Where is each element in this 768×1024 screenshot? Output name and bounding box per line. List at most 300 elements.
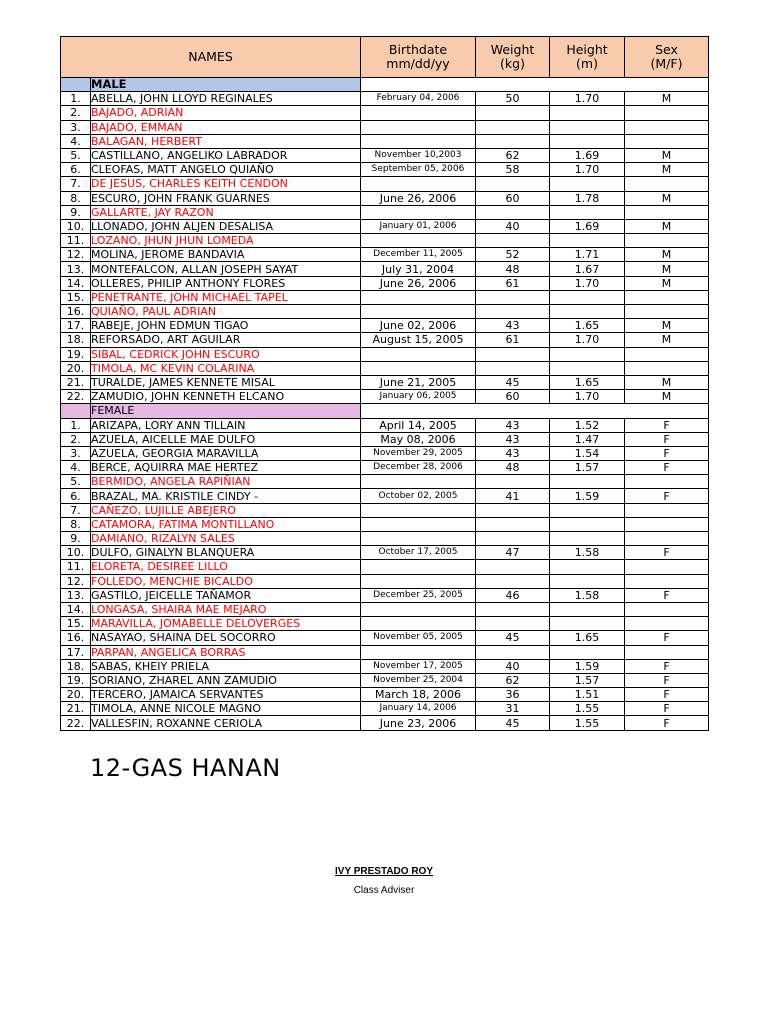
section-spacer: [61, 78, 91, 92]
height-cell: [550, 574, 625, 588]
weight-cell: 46: [476, 588, 550, 602]
weight-cell: [476, 517, 550, 531]
birthdate-cell: June 26, 2006: [361, 191, 476, 205]
student-name: AZUELA, AICELLE MAE DULFO: [91, 432, 361, 446]
height-cell: [550, 645, 625, 659]
sex-cell: F: [625, 631, 709, 645]
birthdate-cell: [361, 177, 476, 191]
student-name: RABEJE, JOHN EDMUN TIGAO: [91, 319, 361, 333]
height-cell: 1.71: [550, 248, 625, 262]
weight-cell: [476, 120, 550, 134]
student-name: CATAMORA, FATIMA MONTILLANO: [91, 517, 361, 531]
row-number: 2.: [61, 432, 91, 446]
student-name: LLONADO, JOHN ALJEN DESALISA: [91, 219, 361, 233]
student-name: ESCURO, JOHN FRANK GUARNES: [91, 191, 361, 205]
weight-cell: 45: [476, 631, 550, 645]
section-spacer: [61, 404, 91, 418]
row-number: 14.: [61, 602, 91, 616]
row-number: 13.: [61, 588, 91, 602]
weight-cell: 52: [476, 248, 550, 262]
student-name: TERCERO, JAMAICA SERVANTES: [91, 688, 361, 702]
header-weight-line1: Weight: [490, 42, 535, 57]
table-row: [61, 290, 709, 304]
row-number: 8.: [61, 517, 91, 531]
height-cell: 1.70: [550, 163, 625, 177]
height-cell: 1.69: [550, 219, 625, 233]
table-row: [61, 134, 709, 148]
sex-cell: [625, 532, 709, 546]
height-cell: [550, 475, 625, 489]
height-cell: [550, 517, 625, 531]
row-number: 3.: [61, 120, 91, 134]
table-row: [61, 588, 709, 602]
table-row: [61, 248, 709, 262]
weight-cell: 50: [476, 92, 550, 106]
sex-cell: F: [625, 446, 709, 460]
height-cell: 1.65: [550, 375, 625, 389]
sex-cell: M: [625, 92, 709, 106]
header-height-line2: (m): [576, 56, 598, 71]
header-birthdate: [361, 37, 476, 78]
sex-cell: F: [625, 702, 709, 716]
row-number: 3.: [61, 446, 91, 460]
row-number: 10.: [61, 546, 91, 560]
row-number: 7.: [61, 177, 91, 191]
table-row: [61, 546, 709, 560]
sex-cell: [625, 134, 709, 148]
sex-cell: M: [625, 375, 709, 389]
student-name: DULFO, GINALYN BLANQUERA: [91, 546, 361, 560]
height-cell: 1.57: [550, 461, 625, 475]
header-sex-line2: (M/F): [650, 56, 683, 71]
student-name: SABAS, KHEIY PRIELA: [91, 659, 361, 673]
sex-cell: M: [625, 390, 709, 404]
birthdate-cell: [361, 645, 476, 659]
birthdate-cell: [361, 305, 476, 319]
weight-cell: 60: [476, 390, 550, 404]
weight-cell: [476, 503, 550, 517]
student-name: LONGASA, SHAIRA MAE MEJARO: [91, 602, 361, 616]
header-names: NAMES: [61, 37, 361, 78]
table-row: [61, 375, 709, 389]
student-name: ZAMUDIO, JOHN KENNETH ELCANO: [91, 390, 361, 404]
height-cell: 1.51: [550, 688, 625, 702]
height-cell: 1.47: [550, 432, 625, 446]
table-row: [61, 262, 709, 276]
sex-cell: [625, 361, 709, 375]
weight-cell: 40: [476, 659, 550, 673]
birthdate-cell: [361, 234, 476, 248]
table-row: [61, 532, 709, 546]
student-name: SIBAL, CEDRICK JOHN ESCURO: [91, 347, 361, 361]
table-row: [61, 446, 709, 460]
height-cell: [550, 177, 625, 191]
height-cell: 1.78: [550, 191, 625, 205]
table-row: [61, 92, 709, 106]
sex-cell: [625, 574, 709, 588]
header-sex-line1: Sex: [655, 42, 678, 57]
sex-cell: M: [625, 191, 709, 205]
sex-cell: M: [625, 248, 709, 262]
sex-cell: M: [625, 276, 709, 290]
sex-cell: F: [625, 588, 709, 602]
weight-cell: [476, 361, 550, 375]
table-row: [61, 163, 709, 177]
birthdate-cell: [361, 503, 476, 517]
row-number: 6.: [61, 489, 91, 503]
weight-cell: 61: [476, 333, 550, 347]
class-title: 12-GAS HANAN: [90, 754, 281, 782]
height-cell: [550, 205, 625, 219]
table-row: [61, 319, 709, 333]
table-row: [61, 659, 709, 673]
birthdate-cell: [361, 106, 476, 120]
weight-cell: [476, 617, 550, 631]
height-cell: 1.67: [550, 262, 625, 276]
height-cell: 1.69: [550, 148, 625, 162]
birthdate-cell: January 06, 2005: [361, 390, 476, 404]
roster-body: [61, 78, 709, 731]
row-number: 13.: [61, 262, 91, 276]
weight-cell: 45: [476, 375, 550, 389]
birthdate-cell: October 17, 2005: [361, 546, 476, 560]
birthdate-cell: [361, 532, 476, 546]
birthdate-cell: December 11, 2005: [361, 248, 476, 262]
header-weight: [476, 37, 550, 78]
row-number: 5.: [61, 475, 91, 489]
adviser-name: IVY PRESTADO ROY: [335, 866, 433, 877]
weight-cell: 43: [476, 418, 550, 432]
sex-cell: [625, 347, 709, 361]
sex-cell: M: [625, 148, 709, 162]
birthdate-cell: November 05, 2005: [361, 631, 476, 645]
row-number: 21.: [61, 375, 91, 389]
sex-cell: [625, 120, 709, 134]
weight-cell: 60: [476, 191, 550, 205]
header-height: [550, 37, 625, 78]
weight-cell: 43: [476, 432, 550, 446]
birthdate-cell: [361, 617, 476, 631]
table-row: [61, 574, 709, 588]
table-row: [61, 305, 709, 319]
sex-cell: [625, 305, 709, 319]
table-row: [61, 234, 709, 248]
birthdate-cell: June 23, 2006: [361, 716, 476, 730]
weight-cell: [476, 602, 550, 616]
table-row: [61, 645, 709, 659]
table-row: [61, 347, 709, 361]
birthdate-cell: December 28, 2006: [361, 461, 476, 475]
weight-cell: 48: [476, 262, 550, 276]
table-row: [61, 418, 709, 432]
student-name: BRAZAL, MA. KRISTILE CINDY -: [91, 489, 361, 503]
sex-cell: [625, 234, 709, 248]
birthdate-cell: April 14, 2005: [361, 418, 476, 432]
weight-cell: [476, 347, 550, 361]
birthdate-cell: [361, 134, 476, 148]
birthdate-cell: [361, 347, 476, 361]
table-row: [61, 148, 709, 162]
table-row: [61, 333, 709, 347]
birthdate-cell: July 31, 2004: [361, 262, 476, 276]
height-cell: 1.70: [550, 390, 625, 404]
row-number: 17.: [61, 645, 91, 659]
row-number: 18.: [61, 333, 91, 347]
student-name: TIMOLA, ANNE NICOLE MAGNO: [91, 702, 361, 716]
height-cell: [550, 560, 625, 574]
header-height-line1: Height: [566, 42, 608, 57]
row-number: 19.: [61, 347, 91, 361]
student-name: CLEOFAS, MATT ANGELO QUIAÑO: [91, 163, 361, 177]
sex-cell: [625, 517, 709, 531]
row-number: 9.: [61, 205, 91, 219]
height-cell: 1.58: [550, 546, 625, 560]
row-number: 1.: [61, 418, 91, 432]
height-cell: 1.55: [550, 702, 625, 716]
weight-cell: [476, 645, 550, 659]
weight-cell: 47: [476, 546, 550, 560]
student-name: BAJADO, ADRIAN: [91, 106, 361, 120]
height-cell: [550, 503, 625, 517]
student-name: TIMOLA, MC KEVIN COLARINA: [91, 361, 361, 375]
sex-cell: [625, 560, 709, 574]
sex-cell: F: [625, 418, 709, 432]
table-row: [61, 688, 709, 702]
student-name: GASTILO, JEICELLE TAÑAMOR: [91, 588, 361, 602]
male-section-label: MALE: [91, 78, 361, 92]
birthdate-cell: [361, 475, 476, 489]
birthdate-cell: January 01, 2006: [361, 219, 476, 233]
height-cell: 1.59: [550, 489, 625, 503]
sex-cell: F: [625, 546, 709, 560]
row-number: 12.: [61, 248, 91, 262]
table-row: [61, 177, 709, 191]
birthdate-cell: June 26, 2006: [361, 276, 476, 290]
height-cell: 1.70: [550, 276, 625, 290]
height-cell: [550, 120, 625, 134]
weight-cell: [476, 560, 550, 574]
table-row: [61, 432, 709, 446]
sex-cell: [625, 602, 709, 616]
table-row: [61, 503, 709, 517]
table-row: [61, 120, 709, 134]
student-name: CAÑEZO, LUJILLE ABEJERO: [91, 503, 361, 517]
weight-cell: [476, 177, 550, 191]
weight-cell: 31: [476, 702, 550, 716]
height-cell: 1.65: [550, 631, 625, 645]
row-number: 10.: [61, 219, 91, 233]
row-number: 16.: [61, 305, 91, 319]
student-name: BALAGAN, HERBERT: [91, 134, 361, 148]
student-name: VALLESFIN, ROXANNE CERIOLA: [91, 716, 361, 730]
height-cell: [550, 532, 625, 546]
student-name: OLLERES, PHILIP ANTHONY FLORES: [91, 276, 361, 290]
table-row: [61, 517, 709, 531]
sex-cell: [625, 106, 709, 120]
student-name: PENETRANTE, JOHN MICHAEL TAPEL: [91, 290, 361, 304]
sex-cell: M: [625, 319, 709, 333]
weight-cell: [476, 305, 550, 319]
student-name: ABELLA, JOHN LLOYD REGINALES: [91, 92, 361, 106]
table-row: [61, 106, 709, 120]
row-number: 14.: [61, 276, 91, 290]
student-name: AZUELA, GEORGIA MARAVILLA: [91, 446, 361, 460]
student-name: TURALDE, JAMES KENNETE MISAL: [91, 375, 361, 389]
sex-cell: F: [625, 659, 709, 673]
row-number: 19.: [61, 673, 91, 687]
student-name: SORIANO, ZHAREL ANN ZAMUDIO: [91, 673, 361, 687]
student-name: BERMIDO, ANGELA RAPIÑIAN: [91, 475, 361, 489]
student-name: BERCE, AQUIRRA MAE HERTEZ: [91, 461, 361, 475]
sex-cell: M: [625, 333, 709, 347]
sex-cell: F: [625, 716, 709, 730]
header-row: [61, 37, 709, 78]
student-name: ELORETA, DESIREE LILLO: [91, 560, 361, 574]
birthdate-cell: May 08, 2006: [361, 432, 476, 446]
sex-cell: F: [625, 673, 709, 687]
table-row: [61, 390, 709, 404]
birthdate-cell: June 21, 2005: [361, 375, 476, 389]
table-row: [61, 191, 709, 205]
row-number: 9.: [61, 532, 91, 546]
student-name: LOZANO, JHUN JHUN LOMEDA: [91, 234, 361, 248]
height-cell: 1.59: [550, 659, 625, 673]
height-cell: [550, 602, 625, 616]
student-name: CASTILLANO, ANGELIKO LABRADOR: [91, 148, 361, 162]
sex-cell: [625, 503, 709, 517]
sex-cell: [625, 205, 709, 219]
weight-cell: [476, 290, 550, 304]
weight-cell: 62: [476, 148, 550, 162]
height-cell: [550, 290, 625, 304]
birthdate-cell: March 18, 2006: [361, 688, 476, 702]
student-name: FOLLEDO, MENCHIE BICALDO: [91, 574, 361, 588]
sex-cell: M: [625, 163, 709, 177]
row-number: 11.: [61, 234, 91, 248]
row-number: 11.: [61, 560, 91, 574]
weight-cell: [476, 106, 550, 120]
table-row: [61, 560, 709, 574]
birthdate-cell: November 29, 2005: [361, 446, 476, 460]
row-number: 2.: [61, 106, 91, 120]
table-row: [61, 461, 709, 475]
row-number: 22.: [61, 390, 91, 404]
table-row: [61, 489, 709, 503]
height-cell: [550, 106, 625, 120]
student-name: REFORSADO, ART AGUILAR: [91, 333, 361, 347]
weight-cell: 62: [476, 673, 550, 687]
table-row: [61, 602, 709, 616]
row-number: 18.: [61, 659, 91, 673]
table-row: [61, 631, 709, 645]
birthdate-cell: [361, 290, 476, 304]
row-number: 20.: [61, 688, 91, 702]
male-section-row: [61, 78, 709, 92]
student-name: MONTEFALCON, ALLAN JOSEPH SAYAT: [91, 262, 361, 276]
table-row: [61, 673, 709, 687]
birthdate-cell: February 04, 2006: [361, 92, 476, 106]
student-name: MARAVILLA, JOMABELLE DELOVERGES: [91, 617, 361, 631]
section-blank: [361, 78, 709, 92]
height-cell: [550, 617, 625, 631]
weight-cell: [476, 532, 550, 546]
row-number: 21.: [61, 702, 91, 716]
weight-cell: 61: [476, 276, 550, 290]
row-number: 6.: [61, 163, 91, 177]
birthdate-cell: October 02, 2005: [361, 489, 476, 503]
row-number: 5.: [61, 148, 91, 162]
student-name: NASAYAO, SHAINA DEL SOCORRO: [91, 631, 361, 645]
student-name: PARPAN, ANGELICA BORRAS: [91, 645, 361, 659]
height-cell: 1.58: [550, 588, 625, 602]
row-number: 1.: [61, 92, 91, 106]
sex-cell: [625, 645, 709, 659]
height-cell: [550, 234, 625, 248]
weight-cell: [476, 574, 550, 588]
sex-cell: M: [625, 219, 709, 233]
row-number: 17.: [61, 319, 91, 333]
table-row: [61, 205, 709, 219]
weight-cell: 48: [476, 461, 550, 475]
weight-cell: 43: [476, 319, 550, 333]
birthdate-cell: [361, 560, 476, 574]
weight-cell: 41: [476, 489, 550, 503]
sex-cell: F: [625, 489, 709, 503]
class-roster-table: [60, 36, 709, 731]
weight-cell: 40: [476, 219, 550, 233]
header-weight-line2: (kg): [500, 56, 525, 71]
birthdate-cell: June 02, 2006: [361, 319, 476, 333]
weight-cell: [476, 205, 550, 219]
table-row: [61, 617, 709, 631]
birthdate-cell: [361, 517, 476, 531]
height-cell: 1.65: [550, 319, 625, 333]
weight-cell: [476, 475, 550, 489]
header-sex: [625, 37, 709, 78]
student-name: BAJADO, EMMAN: [91, 120, 361, 134]
height-cell: 1.70: [550, 92, 625, 106]
height-cell: 1.52: [550, 418, 625, 432]
student-name: ARIZAPA, LORY ANN TILLAIN: [91, 418, 361, 432]
birthdate-cell: November 25, 2004: [361, 673, 476, 687]
height-cell: 1.57: [550, 673, 625, 687]
row-number: 20.: [61, 361, 91, 375]
row-number: 15.: [61, 290, 91, 304]
sex-cell: F: [625, 461, 709, 475]
sex-cell: F: [625, 432, 709, 446]
birthdate-cell: [361, 120, 476, 134]
table-row: [61, 702, 709, 716]
table-row: [61, 716, 709, 730]
height-cell: [550, 347, 625, 361]
weight-cell: 58: [476, 163, 550, 177]
sex-cell: [625, 475, 709, 489]
weight-cell: 36: [476, 688, 550, 702]
row-number: 7.: [61, 503, 91, 517]
sex-cell: [625, 617, 709, 631]
birthdate-cell: September 05, 2006: [361, 163, 476, 177]
header-birthdate-line1: Birthdate: [388, 42, 448, 57]
height-cell: [550, 361, 625, 375]
sex-cell: F: [625, 688, 709, 702]
birthdate-cell: [361, 361, 476, 375]
table-row: [61, 219, 709, 233]
student-name: MOLINA, JEROME BANDAVIA: [91, 248, 361, 262]
table-row: [61, 361, 709, 375]
sex-cell: M: [625, 262, 709, 276]
row-number: 12.: [61, 574, 91, 588]
height-cell: [550, 305, 625, 319]
